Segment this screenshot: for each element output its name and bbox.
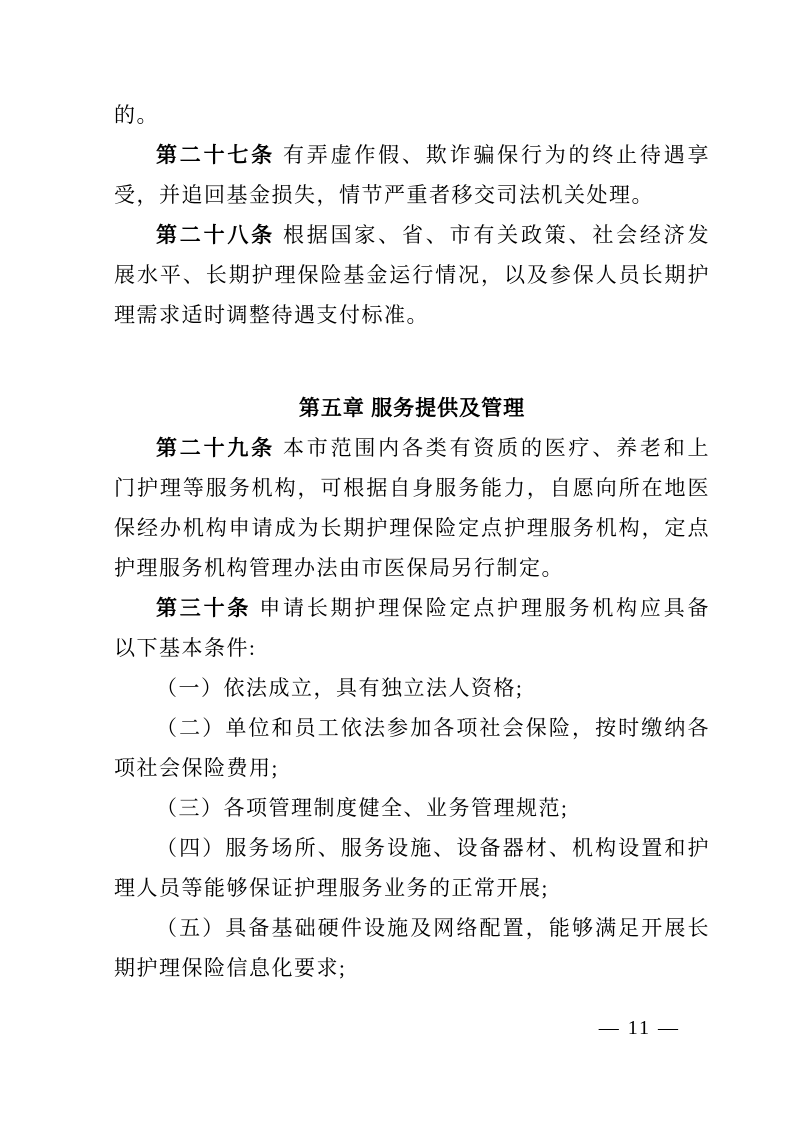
text-line	[114, 255, 710, 295]
article-number-28: 第二十八条	[156, 223, 275, 247]
text-run: 本市范围内各类有资质的医疗、养老和上	[274, 436, 710, 460]
text-run: 理人员等能够保证护理服务业务的正常开展;	[114, 876, 549, 900]
article-number-29: 第二十九条	[156, 436, 275, 460]
text-line	[114, 628, 710, 668]
text-run: 项社会保险费用;	[114, 756, 279, 780]
text-run: 期护理保险信息化要求;	[114, 956, 347, 980]
text-run: 门护理等服务机构，可根据自身服务能力，自愿向所在地医	[114, 476, 710, 500]
text-run: （二）单位和员工依法参加各项社会保险，按时缴纳各	[156, 716, 710, 740]
text-run: 申请长期护理保险定点护理服务机构应具备	[251, 596, 711, 620]
text-line	[114, 428, 710, 468]
text-line	[114, 588, 710, 628]
text-run: 以下基本条件:	[114, 636, 257, 660]
text-run: （三）各项管理制度健全、业务管理规范;	[156, 796, 569, 820]
text-run: （一）依法成立，具有独立法人资格;	[156, 676, 524, 700]
document-body	[114, 95, 710, 988]
chapter-heading-text: 第五章 服务提供及管理	[298, 396, 526, 420]
text-run: 理需求适时调整待遇支付标准。	[114, 303, 429, 327]
text-run: 展水平、长期护理保险基金运行情况，以及参保人员长期护	[114, 263, 710, 287]
page-number: — 11 —	[598, 1017, 680, 1039]
list-item	[114, 908, 710, 948]
text-run: 护理服务机构管理办法由市医保局另行制定。	[114, 556, 564, 580]
text-line	[114, 508, 710, 548]
text-run: 的。	[114, 103, 159, 127]
text-line	[114, 135, 710, 175]
text-run: 保经办机构申请成为长期护理保险定点护理服务机构，定点	[114, 516, 710, 540]
list-item	[114, 828, 710, 868]
text-line	[114, 468, 710, 508]
article-number-30: 第三十条	[156, 596, 252, 620]
list-item	[114, 708, 710, 748]
list-item	[114, 668, 710, 708]
text-line	[114, 548, 710, 588]
list-item	[114, 788, 710, 828]
chapter-heading	[114, 388, 710, 428]
text-line	[114, 748, 710, 788]
article-number-27: 第二十七条	[156, 143, 275, 167]
text-line	[114, 948, 710, 988]
text-line	[114, 95, 710, 135]
text-line	[114, 868, 710, 908]
text-line	[114, 295, 710, 335]
text-run: （四）服务场所、服务设施、设备器材、机构设置和护	[156, 836, 710, 860]
text-run: （五）具备基础硬件设施及网络配置，能够满足开展长	[156, 916, 710, 940]
text-run: 有弄虚作假、欺诈骗保行为的终止待遇享	[274, 143, 710, 167]
text-run: 受，并追回基金损失，情节严重者移交司法机关处理。	[114, 183, 654, 207]
text-line	[114, 175, 710, 215]
text-run: 根据国家、省、市有关政策、社会经济发	[274, 223, 710, 247]
text-line	[114, 215, 710, 255]
